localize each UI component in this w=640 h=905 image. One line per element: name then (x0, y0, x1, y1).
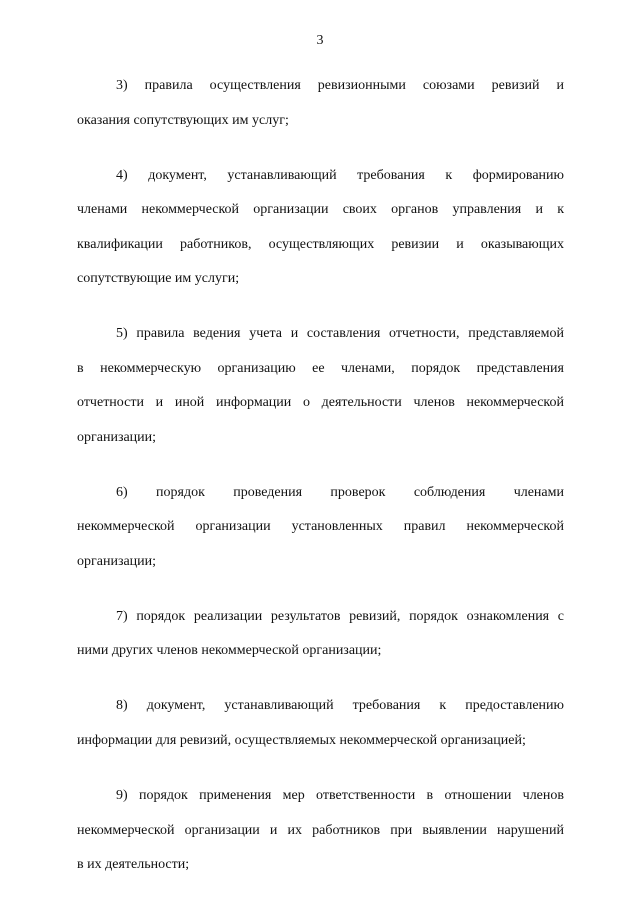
list-item-5 (77, 317, 564, 455)
paragraph-line: 5) правила ведения учета и составления отчетности, представляемой (116, 326, 564, 342)
paragraph-line: 4) документ, устанавливающий требования к формированию (116, 167, 564, 183)
document-body (77, 69, 564, 903)
paragraph-line: организации; (77, 429, 157, 445)
paragraph-line: некоммерческой организации и их работников при выявлении нарушений (77, 822, 564, 838)
paragraph-line: некоммерческой организации установленных правил некоммерческой (77, 519, 564, 535)
list-item-3 (77, 69, 564, 138)
paragraph-line: сопутствующие им услуги; (77, 271, 240, 287)
paragraph-line: оказания сопутствующих им услуг; (77, 112, 289, 128)
paragraph-line: отчетности и иной информации о деятельности членов некоммерческой (77, 395, 564, 411)
paragraph-line: 8) документ, устанавливающий требования к предоставлению (116, 698, 564, 714)
paragraph-line: квалификации работников, осуществляющих ревизии и оказывающих (77, 236, 564, 252)
paragraph-line: ними других членов некоммерческой организации; (77, 643, 382, 659)
paragraph-line: в их деятельности; (77, 857, 190, 873)
paragraph-line: 3) правила осуществления ревизионными союзами ревизий и (116, 78, 564, 93)
paragraph-line: 7) порядок реализации результатов ревизий, порядок ознакомления с (116, 608, 564, 624)
paragraph-line: организации; (77, 553, 157, 569)
paragraph-line: в некоммерческую организацию ее членами, порядок представления (77, 360, 564, 376)
list-item-7 (77, 600, 564, 669)
paragraph-line: 6) порядок проведения проверок соблюдения членами (116, 484, 564, 500)
paragraph-line: членами некоммерческой организации своих органов управления и к (77, 202, 564, 218)
list-item-8 (77, 689, 564, 758)
paragraph-line: 9) порядок применения мер ответственности в отношении членов (116, 788, 564, 804)
page-number: 3 (316, 33, 324, 48)
list-item-6 (77, 476, 564, 580)
list-item-4 (77, 159, 564, 297)
list-item-9 (77, 779, 564, 883)
paragraph-line: информации для ревизий, осуществляемых некоммерческой организацией; (77, 732, 526, 748)
